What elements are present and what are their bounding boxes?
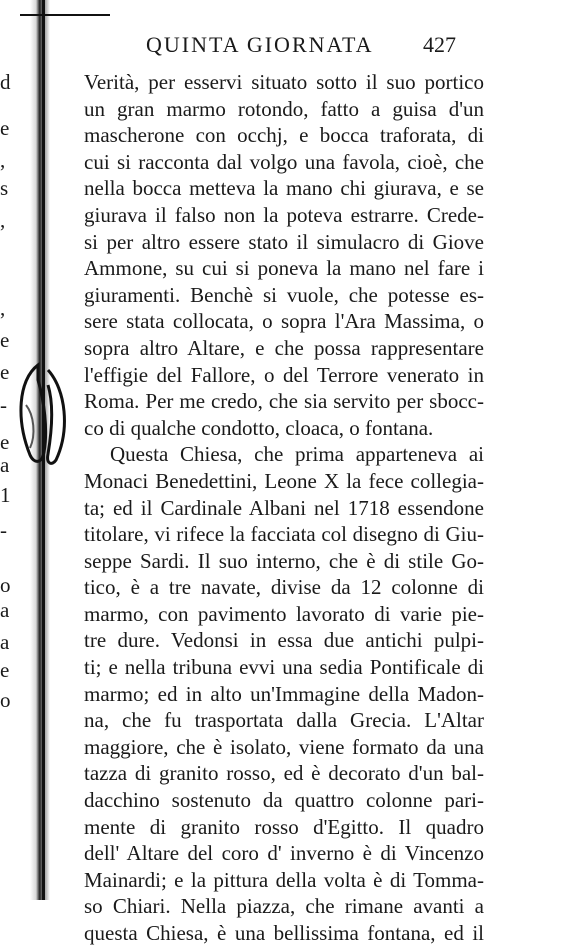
text-line: cui si racconta dal volgo una favola, cioè, che bbox=[84, 149, 484, 174]
text-line: Roma. Per me credo, che sia servito per sbocc- bbox=[84, 389, 484, 414]
text-line: sere stata collocata, o sopra l'Ara Massima, o bbox=[84, 309, 484, 334]
edge-fragment: o bbox=[0, 688, 11, 712]
text-line: seppe Sardi. Il suo interno, che è di stile Go- bbox=[84, 548, 484, 573]
text-line: Ammone, su cui si poneva la mano nel fare i bbox=[84, 256, 484, 281]
text-line: dacchino sostenuto da quattro colonne pari- bbox=[84, 788, 484, 813]
text-line: si per altro essere stato il simulacro di Giove bbox=[84, 229, 484, 254]
text-line: Mainardi; e la pittura della volta è di Tomma- bbox=[84, 867, 484, 892]
text-line: questa Chiesa, è una bellissima fontana, ed il bbox=[84, 921, 484, 945]
edge-fragment: o bbox=[0, 573, 11, 597]
text-line: mente di granito rosso d'Egitto. Il quadro bbox=[84, 814, 484, 839]
body-text bbox=[84, 69, 484, 947]
text-line: dell' Altare del coro d' inverno è di Vincenzo bbox=[84, 841, 484, 866]
text-line: tre dure. Vedonsi in essa due antichi pulpi- bbox=[84, 628, 484, 653]
text-line: tazza di granito rosso, ed è decorato d'un bal- bbox=[84, 761, 484, 786]
text-line: nella bocca metteva la mano chi giurava, e se bbox=[84, 176, 484, 201]
text-line: Monaci Benedettini, Leone X la fece collegia- bbox=[84, 468, 484, 493]
edge-fragment: , bbox=[0, 148, 6, 172]
edge-fragment: d bbox=[0, 70, 11, 94]
edge-fragment: e bbox=[0, 328, 10, 352]
text-line: maggiore, che è isolato, viene formato da una bbox=[84, 734, 484, 759]
paragraph-1 bbox=[84, 69, 484, 441]
text-line: Verità, per esservi situato sotto il suo portico bbox=[84, 70, 484, 94]
paragraph-2 bbox=[84, 441, 484, 946]
edge-fragment: 1 bbox=[0, 483, 11, 507]
text-line: tico, è a tre navate, divise da 12 colonne di bbox=[84, 575, 484, 600]
edge-fragment: a bbox=[0, 630, 10, 654]
edge-fragment: e bbox=[0, 360, 10, 384]
text-line: giurava il falso non la poteva estrarre. Crede- bbox=[84, 202, 484, 227]
top-rule bbox=[20, 14, 110, 16]
text-line: Questa Chiesa, che prima apparteneva ai bbox=[110, 442, 484, 467]
edge-fragment: e bbox=[0, 430, 10, 454]
edge-fragment: - bbox=[0, 393, 7, 417]
edge-fragment: - bbox=[0, 518, 7, 542]
running-head: QUINTA GIORNATA bbox=[146, 32, 374, 57]
edge-fragment: , bbox=[0, 208, 6, 232]
page-number: 427 bbox=[423, 32, 456, 57]
text-line: sopra altro Altare, e che possa rappresentare bbox=[84, 335, 484, 360]
text-line: ti; e nella tribuna evvi una sedia Pontificale di bbox=[84, 655, 484, 680]
text-line: so Chiari. Nella piazza, che rimane avanti a bbox=[84, 894, 484, 919]
paper-clip-mark bbox=[8, 360, 78, 470]
text-line: co di qualche condotto, cloaca, o fontana. bbox=[84, 415, 434, 440]
text-line: marmo; ed in alto un'Immagine della Madon- bbox=[84, 681, 484, 706]
text-line: na, che fu trasportata dalla Grecia. L'Altar bbox=[84, 708, 484, 733]
text-line: titolare, vi rifece la facciata col disegno di Giu- bbox=[84, 522, 484, 547]
edge-fragment: a bbox=[0, 453, 10, 477]
edge-fragment: , bbox=[0, 296, 6, 320]
text-line: mascherone con occhj, e bocca traforata, di bbox=[84, 123, 484, 148]
text-line: ta; ed il Cardinale Albani nel 1718 essendone bbox=[84, 495, 484, 520]
edge-fragment: s bbox=[0, 176, 9, 200]
text-line: marmo, con pavimento lavorato di varie pie- bbox=[84, 601, 484, 626]
text-line: giuramenti. Benchè si vuole, che potesse es- bbox=[84, 282, 484, 307]
text-line: un gran marmo rotondo, fatto a guisa d'un bbox=[84, 96, 484, 121]
edge-fragment: e bbox=[0, 116, 10, 140]
edge-fragment: a bbox=[0, 598, 10, 622]
edge-fragment: e bbox=[0, 658, 10, 682]
text-line: l'effigie del Fallore, o del Terrore venerato in bbox=[84, 362, 484, 387]
